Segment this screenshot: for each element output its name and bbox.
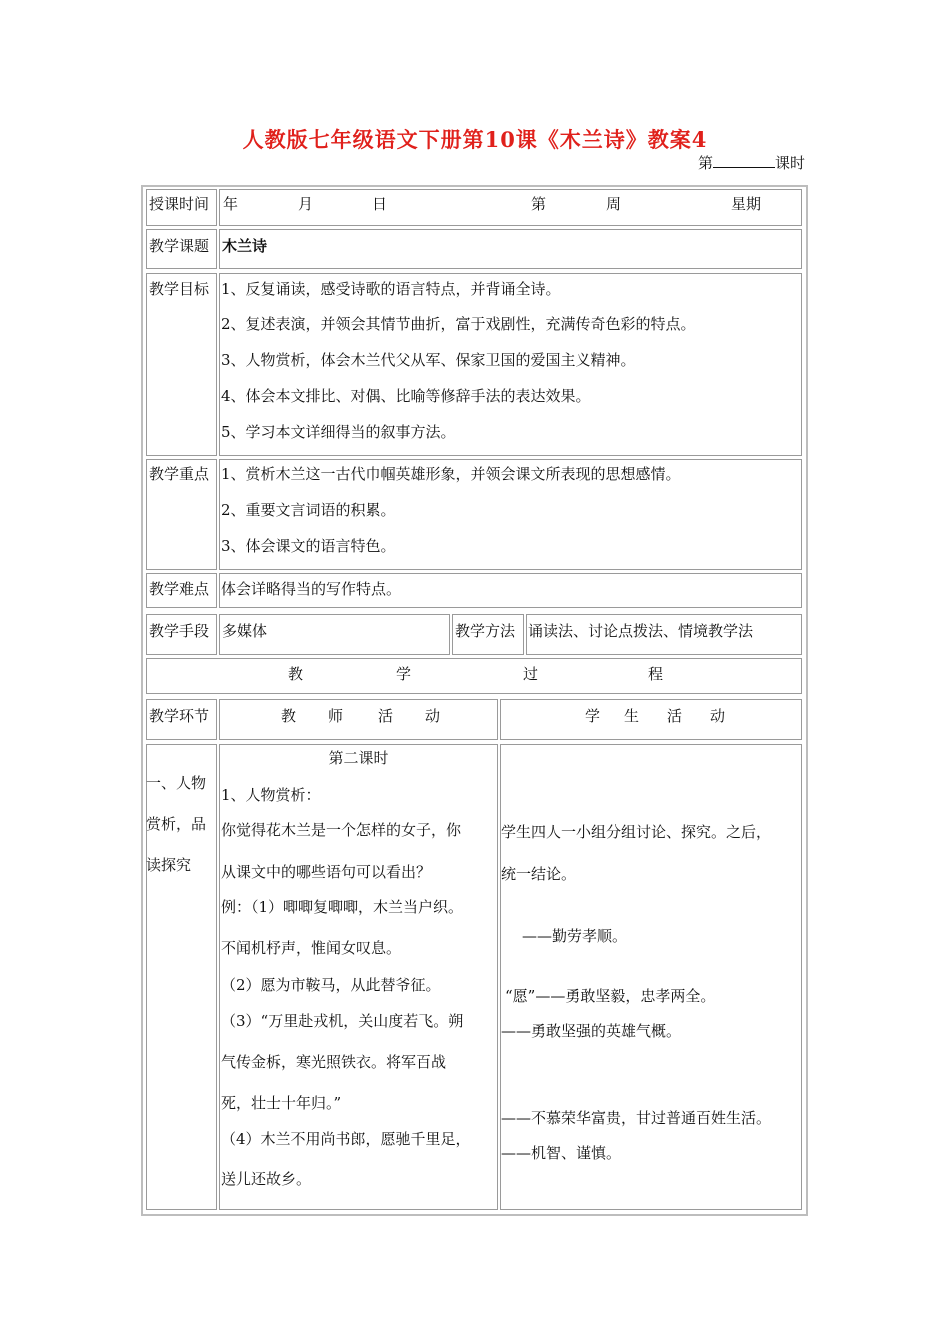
student-line: ——勤劳孝顺。 — [522, 927, 628, 945]
teacher-line: 气传金柝，寒光照铁衣。将军百战 — [221, 1053, 447, 1071]
teacher-header-cell — [219, 699, 498, 740]
process-header-char: 教 — [288, 665, 304, 683]
teacher-line: （3）“万里赴戎机，关山度若飞。朔 — [221, 1012, 464, 1030]
student-line: “愿”——勇敢坚毅，忠孝两全。 — [505, 987, 716, 1005]
difficulty-value: 体会详略得当的写作特点。 — [221, 580, 402, 598]
teacher-header-char: 动 — [425, 707, 441, 725]
student-line: ——不慕荣华富贵，甘过普通百姓生活。 — [501, 1109, 772, 1127]
method-value: 诵读法、讨论点拨法、情境教学法 — [528, 622, 754, 640]
student-line: ——勇敢坚强的英雄气概。 — [501, 1022, 682, 1040]
teacher-header-char: 活 — [378, 707, 394, 725]
process-header-char: 过 — [523, 665, 539, 683]
period-suffix: 课时 — [775, 154, 806, 172]
student-header-char: 生 — [624, 707, 640, 725]
teacher-line: 例：（1）唧唧复唧唧，木兰当户织。 — [221, 898, 464, 916]
goal-item: 1、反复诵读，感受诗歌的语言特点，并背诵全诗。 — [221, 280, 561, 298]
teacher-line: 你觉得花木兰是一个怎样的女子，你 — [221, 821, 462, 839]
teacher-line: 从课文中的哪些语句可以看出？ — [221, 863, 432, 881]
goal-item: 5、学习本文详细得当的叙事方法。 — [221, 423, 456, 441]
period-prefix: 第 — [698, 154, 714, 172]
lesson-period — [698, 152, 805, 173]
time-month: 月 — [298, 195, 314, 213]
time-year: 年 — [223, 195, 239, 213]
teacher-line: （4）木兰不用尚书郎，愿驰千里足， — [221, 1130, 471, 1148]
student-header-cell — [500, 699, 802, 740]
method-label: 教学方法 — [455, 622, 516, 640]
teacher-line-period: 第二课时 — [328, 749, 389, 767]
goal-item: 4、体会本文排比、对偶、比喻等修辞手法的表达效果。 — [221, 387, 591, 405]
student-header-char: 学 — [585, 707, 601, 725]
goal-item: 2、复述表演，并领会其情节曲折，富于戏剧性，充满传奇色彩的特点。 — [221, 315, 696, 333]
stage-body-cell — [146, 744, 217, 1210]
time-day: 日 — [372, 195, 388, 213]
student-line: 学生四人一小组分组讨论、探究。之后， — [501, 823, 772, 841]
stage-line: 赏析，品 — [146, 815, 207, 833]
keypoint-item: 3、体会课文的语言特色。 — [221, 537, 396, 555]
student-line: 统一结论。 — [501, 865, 577, 883]
stage-line: 一、人物 — [146, 774, 207, 792]
means-label: 教学手段 — [149, 622, 210, 640]
student-line: ——机智、谨慎。 — [501, 1144, 622, 1162]
means-value: 多媒体 — [222, 622, 268, 640]
teacher-line: （2）愿为市鞍马，从此替爷征。 — [221, 976, 441, 994]
time-week: 周 — [606, 195, 622, 213]
keypoint-item: 2、重要文言词语的积累。 — [221, 501, 396, 519]
period-blank — [713, 153, 775, 168]
keypoint-item: 1、赏析木兰这一古代巾帼英雄形象，并领会课文所表现的思想感情。 — [221, 465, 681, 483]
process-header-cell — [146, 658, 802, 694]
teacher-line: 送儿还故乡。 — [221, 1170, 312, 1188]
teacher-line: 不闻机杼声，惟闻女叹息。 — [221, 939, 402, 957]
time-label: 授课时间 — [149, 195, 210, 213]
goals-label-cell — [146, 273, 217, 456]
teacher-line: 1、人物赏析： — [221, 786, 321, 804]
student-body-cell — [500, 744, 802, 1210]
student-header-char: 活 — [667, 707, 683, 725]
topic-value-cell — [219, 229, 802, 269]
stage-line: 读探究 — [146, 856, 192, 874]
keypoints-label: 教学重点 — [149, 465, 210, 483]
goal-item: 3、人物赏析，体会木兰代父从军、保家卫国的爱国主义精神。 — [221, 351, 636, 369]
time-week-no: 第 — [531, 195, 547, 213]
topic-label: 教学课题 — [149, 237, 210, 255]
teacher-header-char: 师 — [328, 707, 344, 725]
student-header-char: 动 — [710, 707, 726, 725]
topic-value: 木兰诗 — [222, 237, 268, 255]
teacher-header-char: 教 — [281, 707, 297, 725]
document-title: 人教版七年级语文下册第10课《木兰诗》教案4 — [242, 127, 708, 152]
time-weekday: 星期 — [731, 195, 762, 213]
goals-label: 教学目标 — [149, 280, 210, 298]
difficulty-label: 教学难点 — [149, 580, 210, 598]
stage-header: 教学环节 — [149, 707, 210, 725]
process-header-char: 程 — [648, 665, 664, 683]
process-header-char: 学 — [396, 665, 412, 683]
teacher-line: 死，壮士十年归。” — [221, 1094, 342, 1112]
